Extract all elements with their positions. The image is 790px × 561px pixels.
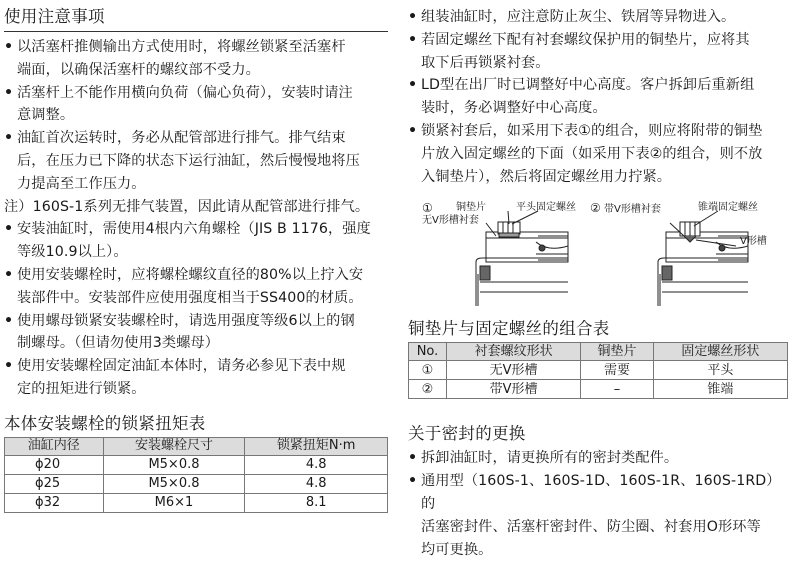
list-item: • 通用型（160S-1、160S-1D、160S-1R、160S-1RD）的 活塞密封件、活塞杆密封件、防尘圈、衬套用O形环等 均可更换。 [408,470,788,561]
list-item: • 油缸首次运转时，务必从配管部进行排气。排气结束 后，在压力已下降的状态下运行油缸，然后慢慢地将压 力提高至工作压力。 [4,127,388,195]
figure-2-number: ② [590,201,601,216]
cone-screw-label: 锥端固定螺丝 [698,202,758,214]
right-column [408,0,788,561]
no-vgroove-bushing-label: 无V形槽衬套 [422,215,479,227]
bore-cell: ϕ20 [5,455,104,474]
combo-table [408,342,788,399]
list-item: • 以活塞杆推侧输出方式使用时，将螺丝锁紧至活塞杆 端面，以确保活塞杆的螺纹部不受力。 [4,36,388,82]
seal-list [408,447,788,561]
list-item: • LD型在出厂时已调整好中心高度。客户拆卸后重新组 装时，务必调整好中心高度。 [408,74,788,120]
table-header-row [5,437,388,455]
combo-table-title: 铜垫片与固定螺丝的组合表 [408,319,610,339]
list-item: • 使用安装螺栓时，应将螺栓螺纹直径的80%以上拧入安 装部件中。安装部件应使用强度相当于SS400的材质。 [4,264,388,310]
mounting-list [4,218,388,400]
column-header: 油缸内径 [5,437,104,455]
bolt-size-cell: M5×0.8 [103,474,245,493]
torque-table [4,437,388,513]
torque-cell: 4.8 [245,455,388,474]
no-cell: ① [409,361,447,380]
left-column [4,0,388,513]
column-header: 安装螺栓尺寸 [103,437,245,455]
list-item: • 拆卸油缸时，请更换所有的密封类配件。 [408,447,788,470]
bolt-size-cell: M6×1 [103,493,245,512]
screw-shape-cell: 锥端 [653,380,787,399]
washer-cell: 需要 [581,361,654,380]
thread-shape-cell: 无V形槽 [447,361,581,380]
flat-screw-label: 平头固定螺丝 [516,202,576,214]
list-item: • 活塞杆上不能作用横向负荷（偏心负荷），安装时请注 意调整。 [4,82,388,128]
bolt-size-cell: M5×0.8 [103,455,245,474]
vgroove-bushing-label: 带V形槽衬套 [604,204,661,216]
list-item: • 使用安装螺栓固定油缸本体时，请务必参见下表中规 定的扭矩进行锁紧。 [4,355,388,401]
copper-washer-label: 铜垫片 [456,202,486,214]
table-row [409,380,788,399]
column-header: 铜垫片 [581,343,654,361]
bushing-diagram [408,202,788,306]
bore-cell: ϕ32 [5,493,104,512]
column-header: No. [409,343,447,361]
vgroove-label: V形槽 [740,236,767,248]
torque-table-title: 本体安装螺栓的锁紧扭矩表 [4,413,206,433]
bore-cell: ϕ25 [5,474,104,493]
washer-cell: – [581,380,654,399]
table-row [409,361,788,380]
table-row [5,455,388,474]
torque-cell: 8.1 [245,493,388,512]
table-row [5,474,388,493]
thread-shape-cell: 带V形槽 [447,380,581,399]
note-text: 注）160S-1系列无排气装置，因此请从配管部进行排气。 [4,198,370,215]
column-header: 衬套螺纹形状 [447,343,581,361]
table-header-row [409,343,788,361]
table-row [5,493,388,512]
seal-replacement-title: 关于密封的更换 [408,424,526,444]
list-item: • 锁紧衬套后，如采用下表①的组合，则应将附带的铜垫 片放入固定螺丝的下面（如采用下表②的组合，则不放 入铜垫片），然后将固定螺丝用力拧紧。 [408,120,788,188]
assembly-list [408,6,788,188]
usage-precautions-title: 使用注意事项 [4,0,388,32]
screw-shape-cell: 平头 [653,361,787,380]
figure-1-drawing [476,211,568,306]
list-item: • 组装油缸时，应注意防止灰尘、铁屑等异物进入。 [408,6,788,29]
list-item: • 使用螺母锁紧安装螺栓时，请选用强度等级6以上的钢 制螺母。（但请勿使用3类螺母） [4,310,388,356]
list-item: • 安装油缸时，需使用4根内六角螺栓（JIS B 1176，强度 等级10.9以上）。 [4,218,388,264]
precautions-list [4,36,388,196]
figure-1-number: ① [422,201,433,216]
list-item: • 若固定螺丝下配有衬套螺纹保护用的铜垫片，应将其 取下后再锁紧衬套。 [408,29,788,75]
no-cell: ② [409,380,447,399]
figure-2-drawing [658,211,748,306]
torque-cell: 4.8 [245,474,388,493]
column-header: 固定螺丝形状 [653,343,787,361]
column-header: 锁紧扭矩N·m [245,437,388,455]
